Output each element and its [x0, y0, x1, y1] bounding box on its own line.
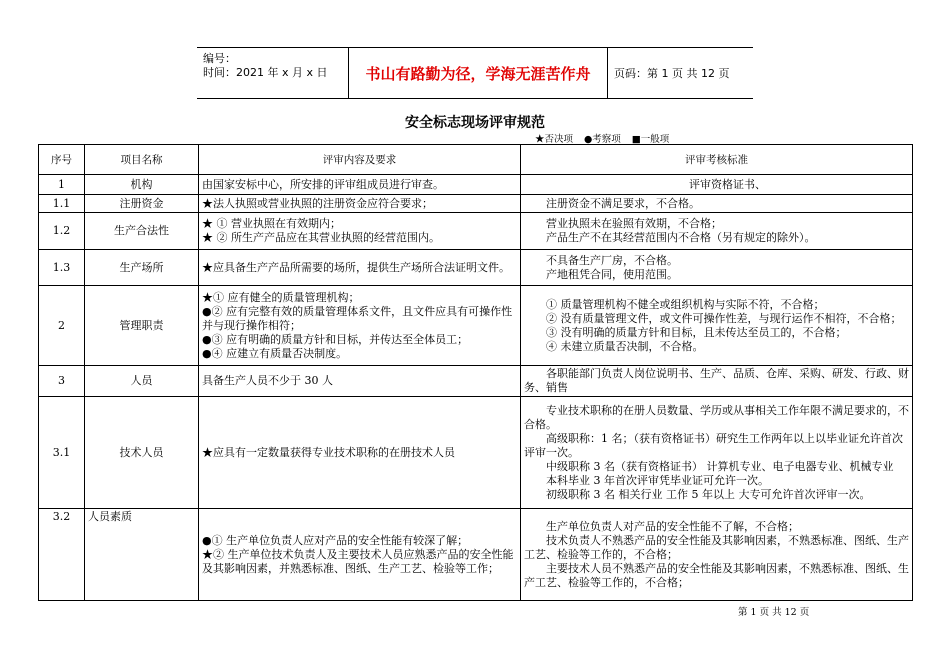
row-criteria [521, 366, 913, 397]
row-item-name: 人员 [85, 366, 199, 397]
table-row [39, 175, 913, 195]
row-content [199, 250, 521, 286]
row-criteria [521, 175, 913, 195]
criteria-line: 产品生产不在其经营范围内不合格（另有规定的除外）。 [546, 231, 816, 244]
header-no: 序号 [39, 145, 85, 175]
criteria-line: 初级职称 3 名 相关行业 工作 5 年以上 大专可允许首次评审一次。 [546, 487, 871, 501]
row-criteria [521, 213, 913, 250]
header-criteria: 评审考核标准 [521, 145, 913, 175]
row-number: 1 [39, 175, 85, 195]
table-row [39, 366, 913, 397]
row-item-name: 生产合法性 [85, 213, 199, 250]
row-number: 3.2 [39, 509, 85, 601]
criteria-line: 注册资金不满足要求，不合格。 [546, 196, 700, 210]
table-header-row [39, 145, 913, 175]
row-number: 1.1 [39, 195, 85, 213]
table-row [39, 213, 913, 250]
content-line: ●② 应有完整有效的质量管理体系文件，且文件应具有可操作性并与现行操作相符； [202, 304, 513, 332]
header-name: 项目名称 [85, 145, 199, 175]
content-line: ★ ① 营业执照在有效期内； [202, 217, 341, 230]
criteria-line: 生产单位负责人对产品的安全性能不了解，不合格； [546, 519, 799, 533]
header-meta [197, 48, 349, 98]
content-line: ★法人执照或营业执照的注册资金应符合要求； [202, 196, 433, 210]
row-item-name: 注册资金 [85, 195, 199, 213]
criteria-line: 本科毕业 3 年首次评审凭毕业证可允许一次。 [546, 473, 769, 487]
header-motto: 书山有路勤为径，学海无涯苦作舟 [349, 48, 608, 98]
content-line: ★应具有一定数量获得专业技术职称的在册技术人员 [202, 445, 455, 459]
row-criteria [521, 397, 913, 509]
row-criteria [521, 286, 913, 366]
legend: ★否决项 ●考察项 ■一般项 [535, 134, 670, 145]
content-line: ●③ 应有明确的质量方针和目标，并传达至全体员工； [202, 332, 469, 346]
row-number: 3 [39, 366, 85, 397]
criteria-line: 技术负责人不熟悉产品的安全性能及其影响因素，不熟悉标准、图纸、生产工艺、检验等工作的，不合格； [524, 533, 909, 561]
number-label: 编号： [203, 52, 236, 65]
criteria-line: 主要技术人员不熟悉产品的安全性能及其影响因素，不熟悉标准、图纸、生产工艺、检验等工作的，不合格； [524, 561, 909, 589]
content-line: ●④ 应建立有质量否决制度。 [202, 346, 348, 360]
criteria-line: ④ 未建立质量否决制，不合格。 [546, 339, 704, 353]
row-number: 1.3 [39, 250, 85, 286]
row-number: 3.1 [39, 397, 85, 509]
content-line: 由国家安标中心，所安排的评审组成员进行审查。 [202, 177, 444, 191]
row-number: 2 [39, 286, 85, 366]
criteria-line: ① 质量管理机构不健全或组织机构与实际不符，不合格； [546, 297, 825, 311]
review-table [38, 144, 913, 601]
row-content [199, 366, 521, 397]
row-item-name: 生产场所 [85, 250, 199, 286]
row-item-name: 人员素质 [85, 509, 199, 601]
row-item-name: 机构 [85, 175, 199, 195]
row-number: 1.2 [39, 213, 85, 250]
table-row [39, 286, 913, 366]
time-label: 时间：2021 年 x 月 x 日 [203, 66, 328, 79]
table-row [39, 195, 913, 213]
header-content: 评审内容及要求 [199, 145, 521, 175]
document-header [197, 47, 753, 99]
criteria-line: 高级职称：1 名；（获有资格证书）研究生工作两年以上以毕业证允许首次评审一次。 [524, 431, 903, 459]
row-content [199, 195, 521, 213]
content-line: ★① 应有健全的质量管理机构； [202, 290, 360, 304]
table-row [39, 250, 913, 286]
criteria-line: 各职能部门负责人岗位说明书、生产、品质、仓库、采购、研发、行政、财务、销售 [524, 367, 909, 394]
row-criteria [521, 509, 913, 601]
row-criteria [521, 195, 913, 213]
row-content [199, 509, 521, 601]
table-row [39, 509, 913, 601]
row-content [199, 213, 521, 250]
table-row [39, 397, 913, 509]
page-title: 安全标志现场评审规范 [405, 115, 545, 131]
content-line: 具备生产人员不少于 30 人 [202, 374, 333, 387]
content-line: ●① 生产单位负责人应对产品的安全性能有较深了解； [202, 533, 469, 547]
row-content [199, 397, 521, 509]
row-content [199, 175, 521, 195]
row-content [199, 286, 521, 366]
page-footer: 第 1 页 共 12 页 [738, 607, 810, 618]
content-line: ★应具备生产产品所需要的场所，提供生产场所合法证明文件。 [202, 260, 510, 274]
content-line: ★② 生产单位技术负责人及主要技术人员应熟悉产品的安全性能及其影响因素，并熟悉标准、图纸、生产工艺、检验等工作； [202, 547, 514, 575]
criteria-line: 不具备生产厂房，不合格。 [546, 253, 678, 267]
row-item-name: 技术人员 [85, 397, 199, 509]
criteria-line: 产地租凭合同，使用范围。 [546, 267, 678, 281]
content-line: ★ ② 所生产产品应在其营业执照的经营范围内。 [202, 231, 440, 244]
criteria-line: 中级职称 3 名（获有资格证书） 计算机专业、电子电器专业、机械专业 [546, 459, 894, 473]
criteria-line: 营业执照未在验照有效期，不合格； [546, 217, 722, 230]
header-page-info: 页码：第 1 页 共 12 页 [614, 67, 730, 80]
criteria-line: 评审资格证书、 [689, 177, 766, 191]
criteria-line: ③ 没有明确的质量方针和目标，且未传达至员工的，不合格； [546, 325, 847, 339]
row-criteria [521, 250, 913, 286]
row-item-name: 管理职责 [85, 286, 199, 366]
criteria-line: ② 没有质量管理文件，或文件可操作性差，与现行运作不相符，不合格； [546, 311, 902, 325]
criteria-line: 专业技术职称的在册人员数量、学历或从事相关工作年限不满足要求的，不合格。 [524, 403, 909, 431]
